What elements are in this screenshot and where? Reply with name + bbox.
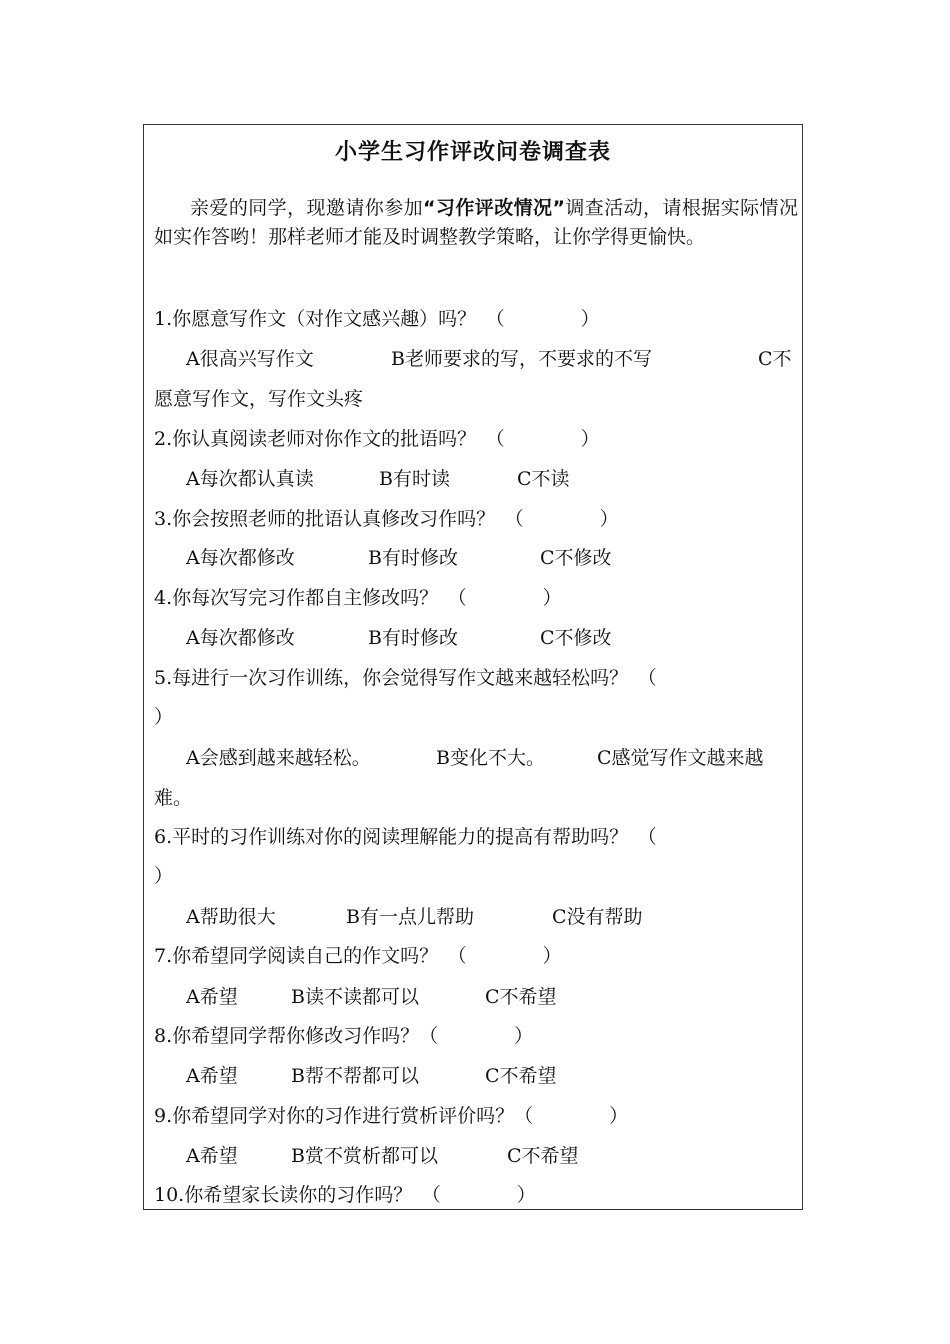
option-5c: C感觉写作文越来越 — [597, 747, 764, 769]
question-10: 10.你希望家长读你的习作吗？ （ ） — [154, 1184, 536, 1206]
intro-text: 亲爱的同学，现邀请你参加 — [190, 197, 424, 219]
option-7a: A希望 — [186, 986, 238, 1008]
options-5 — [186, 745, 764, 771]
option-6c: C没有帮助 — [552, 906, 643, 928]
page-title: 小学生习作评改问卷调查表 — [334, 140, 611, 165]
option-4b: B有时修改 — [368, 627, 458, 649]
question-4: 4.你每次写完习作都自主修改吗？ （ ） — [154, 587, 562, 609]
option-4a: A每次都修改 — [186, 627, 295, 649]
option-9b: B赏不赏析都可以 — [291, 1145, 438, 1167]
option-9c: C不希望 — [507, 1145, 579, 1167]
options-7 — [186, 984, 557, 1010]
option-5a: A会感到越来越轻松。 — [186, 747, 371, 769]
option-6b: B有一点儿帮助 — [346, 906, 474, 928]
question-3: 3.你会按照老师的批语认真修改习作吗？ （ ） — [154, 508, 619, 530]
question-5: 5.每进行一次习作训练，你会觉得写作文越来越轻松吗？ （ — [154, 667, 657, 689]
question-1-continuation: 愿意写作文，写作文头疼 — [154, 388, 364, 410]
option-9a: A希望 — [186, 1145, 238, 1167]
option-5b: B变化不大。 — [436, 747, 545, 769]
option-8a: A希望 — [186, 1065, 238, 1087]
option-6a: A帮助很大 — [186, 906, 276, 928]
survey-sheet — [143, 124, 803, 1210]
option-7b: B读不读都可以 — [291, 986, 419, 1008]
question-2: 2.你认真阅读老师对你作文的批语吗？ （ ） — [154, 428, 600, 450]
option-7c: C不希望 — [485, 986, 557, 1008]
option-3c: C不修改 — [540, 547, 612, 569]
options-9 — [186, 1143, 579, 1169]
option-4c: C不修改 — [540, 627, 612, 649]
question-6-continuation: ） — [154, 865, 174, 887]
option-1a: A很高兴写作文 — [186, 348, 314, 370]
question-9: 9.你希望同学对你的习作进行赏析评价吗？（ ） — [154, 1105, 629, 1127]
option-8b: B帮不帮都可以 — [291, 1065, 419, 1087]
option-2a: A每次都认真读 — [186, 468, 314, 490]
option-1c: C不 — [758, 348, 792, 370]
options-2 — [186, 466, 570, 492]
option-2b: B有时读 — [379, 468, 450, 490]
options-3 — [186, 545, 612, 571]
question-8: 8.你希望同学帮你修改习作吗？（ ） — [154, 1025, 534, 1047]
option-1b: B老师要求的写，不要求的不写 — [391, 348, 652, 370]
options-1 — [186, 346, 806, 372]
intro-highlight: “习作评改情况” — [423, 197, 565, 219]
question-5-continuation: ） — [154, 706, 174, 728]
question-6: 6.平时的习作训练对你的阅读理解能力的提高有帮助吗？ （ — [154, 826, 657, 848]
question-1: 1.你愿意写作文（对作文感兴趣）吗？ （ ） — [154, 308, 600, 330]
option-3b: B有时修改 — [368, 547, 458, 569]
intro-paragraph — [154, 194, 798, 252]
question-7: 7.你希望同学阅读自己的作文吗？ （ ） — [154, 945, 562, 967]
question-5-option-continuation: 难。 — [154, 787, 193, 809]
intro-text-2: 调查活动，请根据实际情况如实作答哟！那样老师才能及时调整教学策略，让你学得更愉快。 — [154, 197, 798, 248]
options-4 — [186, 625, 612, 651]
options-8 — [186, 1063, 557, 1089]
option-2c: C不读 — [517, 468, 570, 490]
options-6 — [186, 904, 643, 930]
option-3a: A每次都修改 — [186, 547, 295, 569]
option-8c: C不希望 — [485, 1065, 557, 1087]
